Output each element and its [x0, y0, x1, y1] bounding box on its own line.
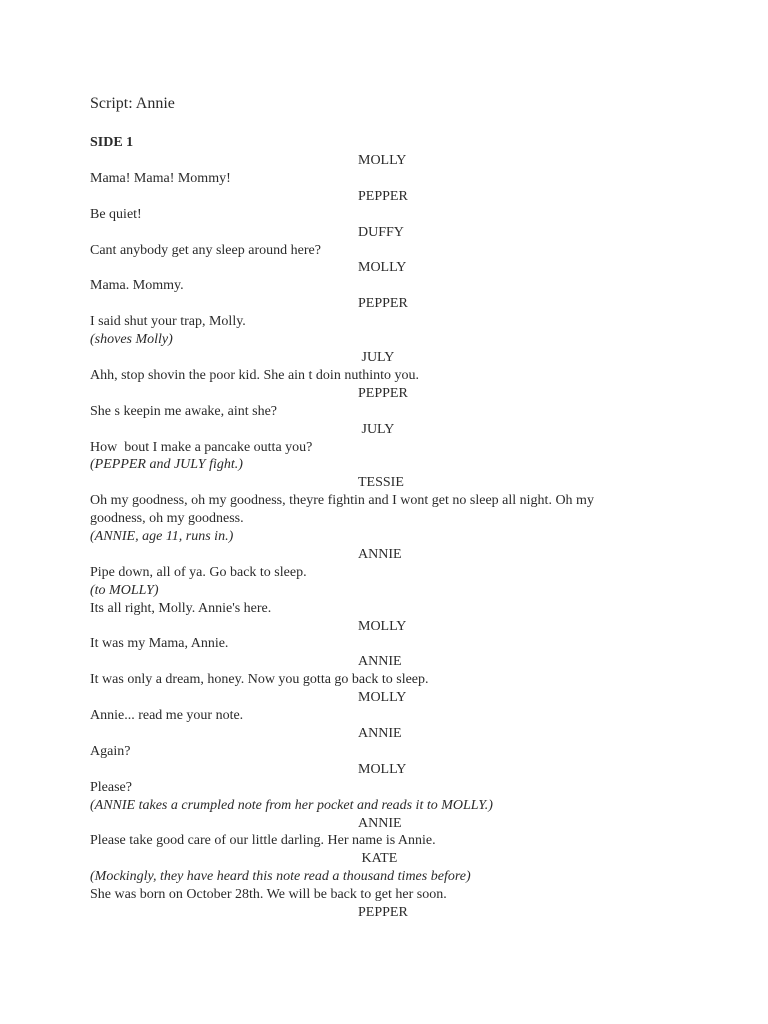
speaker-name: PEPPER [358, 385, 408, 401]
side-heading: SIDE 1 [90, 135, 134, 150]
dialogue-line: Annie... read me your note. [90, 708, 244, 724]
stage-direction: (shoves Molly) [90, 332, 173, 348]
script-page [90, 94, 650, 922]
speaker-name: JULY [358, 421, 395, 437]
dialogue-line: She was born on October 28th. We will be back to get her soon. [90, 887, 447, 903]
dialogue-line: Oh my goodness, oh my goodness, theyre fightin and I wont get no sleep all night. Oh my goodness, oh my goodness. [90, 493, 598, 527]
speaker-name: ANNIE [358, 654, 402, 670]
dialogue-line: Mama. Mommy. [90, 278, 184, 294]
speaker-name: MOLLY [358, 153, 407, 168]
stage-direction: (to MOLLY) [90, 582, 159, 598]
dialogue-line: Again? [90, 743, 131, 759]
speaker-name: ANNIE [358, 726, 402, 741]
speaker-name: PEPPER [358, 905, 408, 921]
script-body [90, 152, 650, 922]
speaker-name: KATE [358, 851, 398, 867]
speaker-name: ANNIE [358, 815, 402, 831]
dialogue-line: It was only a dream, honey. Now you gotta go back to sleep. [90, 672, 429, 688]
speaker-name: MOLLY [358, 761, 407, 777]
dialogue-line: How bout I make a pancake outta you? [90, 439, 313, 455]
dialogue-line: It was my Mama, Annie. [90, 636, 229, 652]
speaker-name: MOLLY [358, 260, 407, 276]
speaker-name: DUFFY [358, 224, 404, 240]
speaker-name: TESSIE [358, 475, 404, 491]
speaker-name: PEPPER [358, 188, 408, 204]
speaker-name: MOLLY [358, 618, 407, 634]
speaker-name: MOLLY [358, 690, 407, 706]
document-title: Script: Annie [90, 95, 175, 112]
dialogue-line: Mama! Mama! Mommy! [90, 170, 231, 186]
dialogue-line: Ahh, stop shovin the poor kid. She ain t doin nuthinto you. [90, 367, 419, 383]
stage-direction: (ANNIE, age 11, runs in.) [90, 529, 234, 545]
dialogue-line: Please take good care of our little darling. Her name is Annie. [90, 833, 436, 849]
dialogue-line: Cant anybody get any sleep around here? [90, 242, 321, 258]
stage-direction: (ANNIE takes a crumpled note from her pocket and reads it to MOLLY.) [90, 797, 493, 813]
dialogue-line: I said shut your trap, Molly. [90, 314, 246, 330]
dialogue-line: Be quiet! [90, 206, 142, 222]
speaker-name: PEPPER [358, 296, 408, 312]
speaker-name: ANNIE [358, 546, 402, 562]
dialogue-line: She s keepin me awake, aint she? [90, 403, 277, 419]
dialogue-line: Pipe down, all of ya. Go back to sleep. [90, 564, 307, 580]
stage-direction: (PEPPER and JULY fight.) [90, 457, 243, 473]
speaker-name: JULY [358, 349, 395, 365]
dialogue-line: Its all right, Molly. Annie's here. [90, 600, 272, 616]
dialogue-line: Please? [90, 779, 132, 795]
stage-direction: (Mockingly, they have heard this note read a thousand times before) [90, 869, 471, 885]
